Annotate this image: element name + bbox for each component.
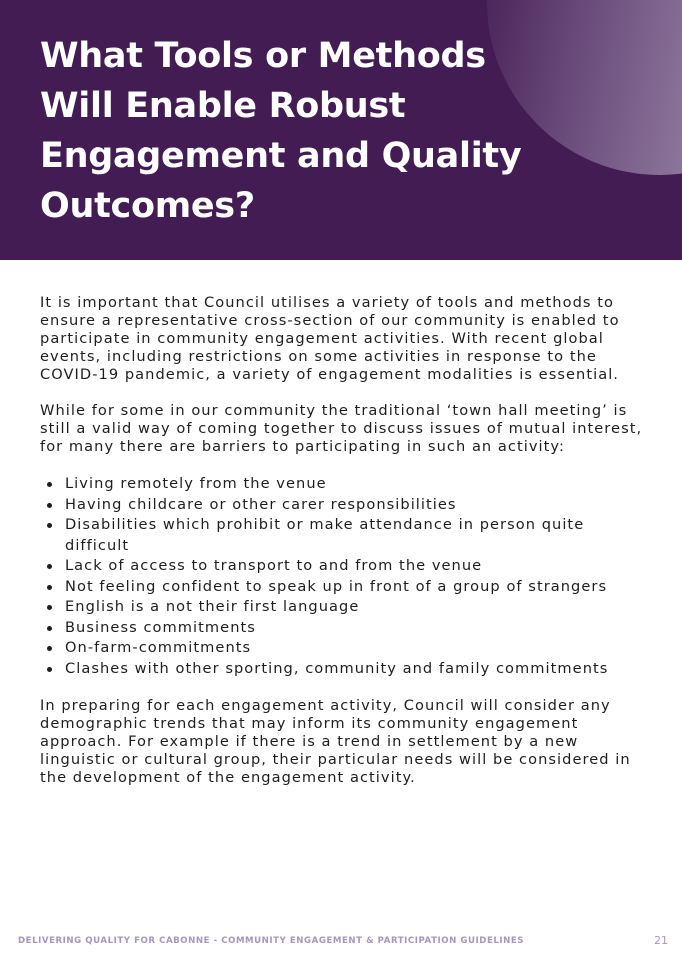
- page-number: 21: [654, 934, 668, 947]
- main-content: [40, 294, 652, 805]
- list-item: [65, 495, 652, 516]
- list-item-text: Not feeling confident to speak up in front of a group of strangers: [65, 577, 608, 595]
- intro-paragraph: It is important that Council utilises a variety of tools and methods to ensure a representative cross-section of our community is enabled to participate in community engagement activities. With recent global events, including restrictions on some activities in response to the COVID-19 pandemic, a variety of engagement modalities is essential.: [40, 294, 620, 383]
- list-item: [65, 659, 652, 680]
- bullet-icon: [47, 605, 52, 610]
- page-title: What Tools or Methods Will Enable Robust Engagement and Quality Outcomes?: [40, 36, 522, 226]
- list-item-text: Clashes with other sporting, community and family commitments: [65, 659, 609, 677]
- bullet-icon: [47, 482, 52, 487]
- bullet-icon: [47, 523, 52, 528]
- bullet-icon: [47, 646, 52, 651]
- list-item-text: Living remotely from the venue: [65, 475, 327, 492]
- bullet-icon: [47, 667, 52, 672]
- footer-text: DELIVERING QUALITY FOR CABONNE - COMMUNITY ENGAGEMENT & PARTICIPATION GUIDELINES: [18, 936, 525, 946]
- list-item: [65, 577, 652, 598]
- header-banner: [0, 0, 682, 260]
- barriers-intro-paragraph: While for some in our community the traditional ‘town hall meeting’ is still a valid way of coming together to discuss issues of mutual interest, for many there are barriers to participating in such an activity:: [40, 402, 643, 455]
- barriers-list: [40, 474, 652, 679]
- list-item-text: Having childcare or other carer responsibilities: [65, 495, 457, 513]
- list-item-text: Disabilities which prohibit or make attendance in person quite difficult: [65, 516, 585, 554]
- list-item: [65, 515, 652, 556]
- list-item-text: On-farm-commitments: [65, 639, 252, 656]
- bullet-icon: [47, 626, 52, 631]
- list-item: [65, 618, 652, 639]
- list-item: [65, 638, 652, 659]
- bullet-icon: [47, 564, 52, 569]
- list-item-text: English is a not their first language: [65, 598, 360, 615]
- bullet-icon: [47, 503, 52, 508]
- list-item-text: Business commitments: [65, 618, 256, 636]
- list-item: [65, 474, 652, 495]
- list-item: [65, 556, 652, 577]
- bullet-icon: [47, 585, 52, 590]
- list-item-text: Lack of access to transport to and from the venue: [65, 557, 483, 574]
- closing-paragraph: In preparing for each engagement activity, Council will consider any demographic trends that may inform its community engagement approach. For example if there is a trend in settlement by a new linguistic or cultural group, their particular needs will be considered in the development of the engagement activity.: [40, 697, 631, 786]
- list-item: [65, 597, 652, 618]
